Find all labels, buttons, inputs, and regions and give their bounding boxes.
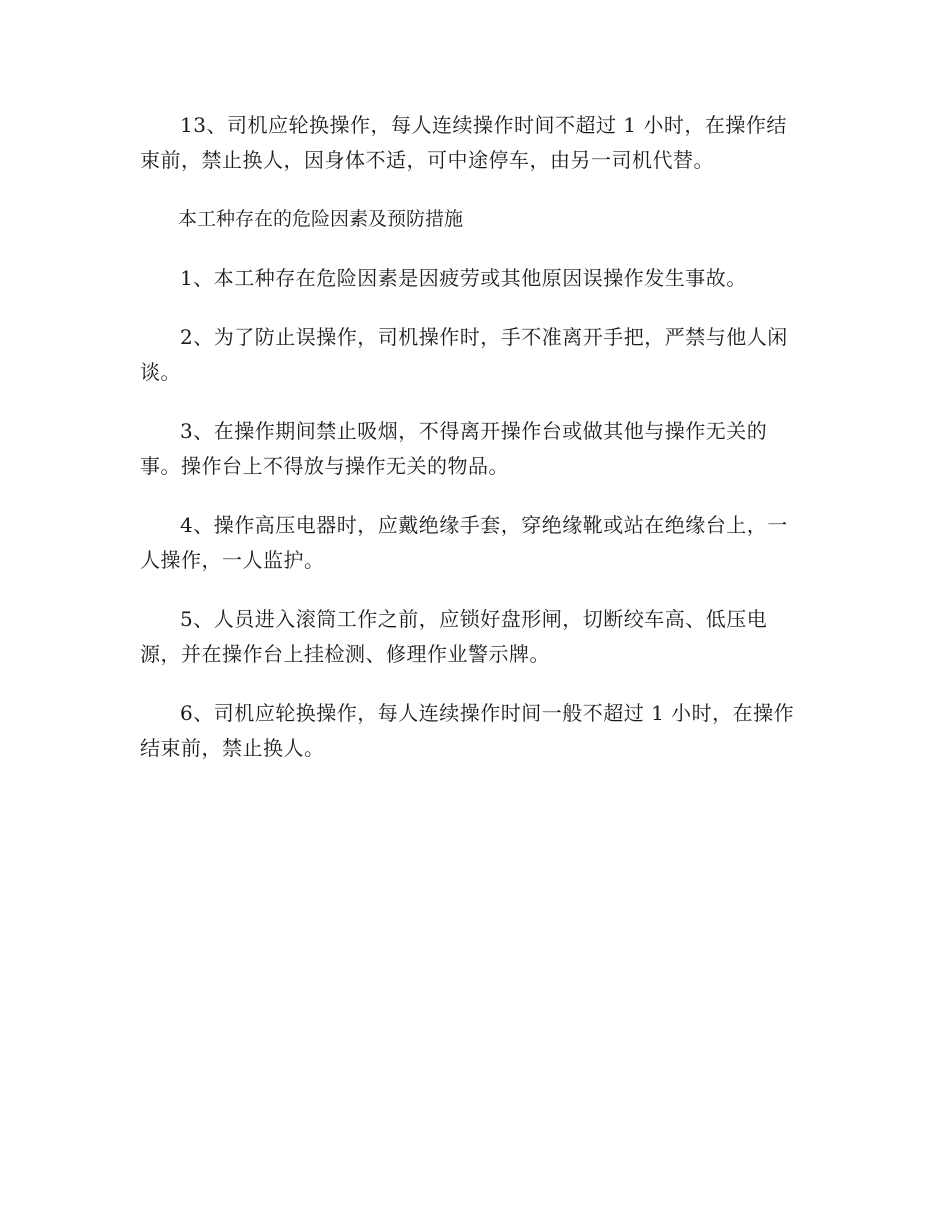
paragraph-item-5: 5、人员进入滚筒工作之前，应锁好盘形闸，切断绞车高、低压电源，并在操作台上挂检测、修理作业警示牌。 <box>140 607 768 666</box>
paragraph-item-4: 4、操作高压电器时，应戴绝缘手套，穿绝缘靴或站在绝缘台上，一人操作，一人监护。 <box>140 513 788 572</box>
paragraph-item-6: 6、司机应轮换操作，每人连续操作时间一般不超过 1 小时，在操作结束前，禁止换人。 <box>140 701 795 760</box>
section-heading: 本工种存在的危险因素及预防措施 <box>178 208 464 230</box>
document-body <box>140 108 805 790</box>
paragraph-rule-13: 13、司机应轮换操作，每人连续操作时间不超过 1 小时，在操作结束前，禁止换人，因身体不适，可中途停车，由另一司机代替。 <box>140 113 787 172</box>
paragraph-item-1: 1、本工种存在危险因素是因疲劳或其他原因误操作发生事故。 <box>180 266 747 290</box>
paragraph-item-2: 2、为了防止误操作，司机操作时，手不准离开手把，严禁与他人闲谈。 <box>140 325 788 384</box>
paragraph-item-3: 3、在操作期间禁止吸烟，不得离开操作台或做其他与操作无关的事。操作台上不得放与操作无关的物品。 <box>140 419 768 478</box>
